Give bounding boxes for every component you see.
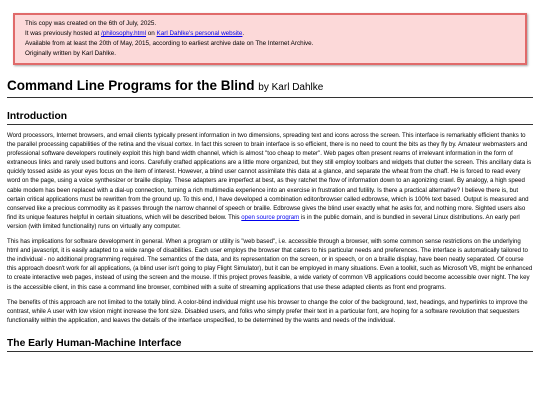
intro-paragraph-1-text: Word processors, Internet browsers, and email clients typically present information in two dimensions, spreading text and icons across the screen. This interface is remarkably efficient thanks to the parallel processing capabilities of the retina and the visual cortex. In fact this screen to brain interface is so efficient, there is no need to count the bits as they fly by. Amateur webmasters and professional software developers routinely exploit this high band width channel, which is almost "too cheap to meter". Web pages often present reams of irrelevant information in the form of extraneous links and rarely used buttons and icons. Carefully crafted applications are a little more organized, but they still employ toolbars and widgets that clutter the screen. This ancillary data is quickly tossed aside as your eyes focus on the item of interest. However, a blind user cannot assimilate this data at a glance, and separate the wheat from the chaff. He is forced to read every word on the page, using a voice synthesizer or braille display. These adapters are imperfect at best, as they ratchet the flow of information down to an agonizing crawl. By analogy, a high speed cable modem has been replaced with a dial-up connection, turning a rich multimedia experience into an exercise in frustration and futility. Is there a practical alternative? I believe there is, but certain critical applications must be rewritten from the ground up. To this end, I have developed a combination editor/browser called edbrowse, which is 100% text based. Output is measured and conserved like a precious commodity as it passes through the narrow channel of speech or braille. Edbrowse gives the blind user exactly what he asks for, and nothing more. Sighted users also find its unique features helpful in certain situations, which will be described below. This (7, 132, 532, 221)
notice-line-hosted (25, 29, 515, 39)
philosophy-page-link[interactable]: /philosophy.html (100, 30, 146, 37)
intro-paragraph-3: The benefits of this approach are not limited to the totally blind. A color-blind individual might use his browser to change the color of the background, text, headings, and hyperlinks to improve the contrast, while A user with low vision might increase the font size. Disabled users, and folks who simply prefer their text in a particular font, are hoping for a software revolution that sequesters functionality within the application, and leaves the details of the interface unspecified, to be determined by the wants and needs of the individual. (7, 298, 528, 324)
archive-notice-box (13, 13, 527, 65)
page-byline: by Karl Dahlke (258, 82, 324, 93)
section-heading-early-interface: The Early Human-Machine Interface (7, 337, 533, 352)
intro-paragraph-2: This has implications for software development in general. When a program or utility is "web based", i.e. accessible through a browser, with some common sense restrictions on the underlying html and javascript, it is easily adapted to a wide range of disabilities. Each user employs the browser that caters to his particular needs and preferences. The interface is automatically tailored to the individual - no additional programming required. The semantics of the data, and its representation on the screen, or in speech, or on a braille display, have been neatly separated. Of course this approach doesn't work for all applications, (a blind user isn't going to play Flight Simulator), but it can be employed in many situations. Even a toolkit, such as Microsoft VB, might be enhanced to create interactive web pages, instead of using the screen and the mouse. If this project proves feasible, a wide variety of common VB applications could become accessible over night. The key is the accessible client, in this case a command line browser, combined with a suite of streaming applications that use these adapted clients as front end programs. (7, 238, 533, 291)
section-heading-introduction: Introduction (7, 110, 533, 125)
page (0, 13, 540, 352)
notice-hosted-suffix: . (242, 30, 245, 37)
notice-hosted-prefix: It was previously hosted at (25, 30, 101, 37)
intro-paragraph-1 (7, 131, 533, 231)
intro-paragraph-1-tail: is in the public domain, and is bundled in several Linux distributions. An early perl version (with limited functionality) runs on virtually any computer. (7, 213, 520, 230)
notice-line-available: Available from at least the 20th of May, 2015, according to earliest archive date on The Internet Archive. (25, 40, 314, 47)
notice-hosted-mid: on (146, 30, 157, 37)
personal-website-link[interactable]: Karl Dahlke's personal website (156, 30, 243, 37)
open-source-program-link[interactable]: open source program (241, 213, 300, 221)
notice-line-author: Originally written by Karl Dahlke. (25, 50, 116, 57)
page-title (7, 77, 533, 98)
notice-line-created: This copy was created on the 6th of July, 2025. (25, 20, 157, 27)
page-title-text: Command Line Programs for the Blind (7, 78, 255, 93)
